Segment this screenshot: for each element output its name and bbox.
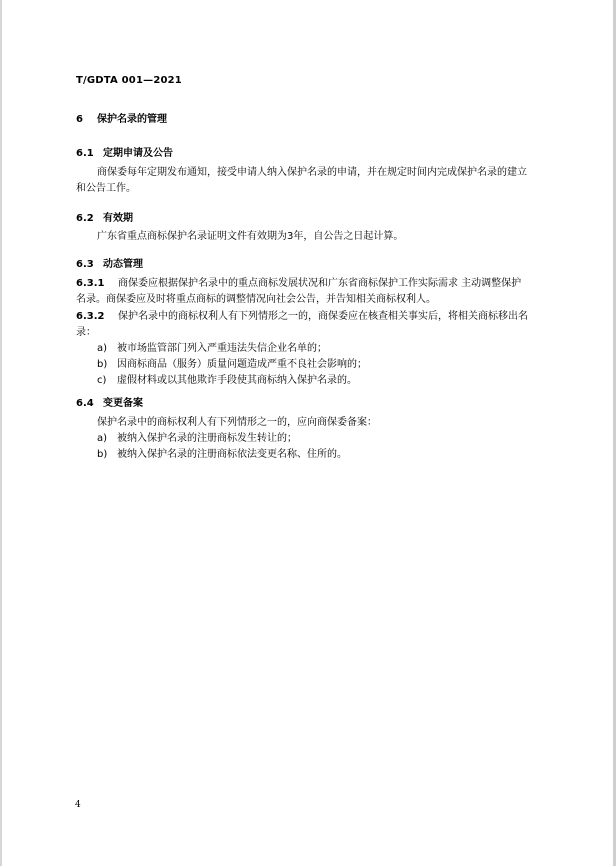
list-item (97, 431, 347, 447)
section-6-4-body (76, 415, 562, 431)
list-text: 被纳入保护名录的注册商标发生转让的； (117, 433, 297, 444)
list-item (97, 341, 367, 357)
filing-conditions-list (97, 431, 347, 463)
section-title: 变更备案 (103, 398, 143, 409)
paragraph-line: 保护名录中的商标权利人有下列情形之一的，商保委应在核查相关事实后，将相关商标移出名 (118, 311, 528, 322)
section-title: 定期申请及公告 (103, 148, 173, 159)
section-6-2-heading (76, 209, 133, 224)
section-title: 保护名录的管理 (97, 114, 167, 125)
paragraph-line: 和公告工作。 (76, 183, 136, 194)
list-text: 虚假材料或以其他欺诈手段使其商标纳入保护名录的。 (117, 375, 357, 386)
section-number: 6.1 (76, 148, 94, 159)
section-6-1-heading (76, 144, 173, 159)
section-6-1-body (76, 165, 562, 197)
paragraph-line: 保护名录中的商标权利人有下列情形之一的，应向商保委备案： (97, 417, 377, 428)
list-marker: b) (97, 449, 108, 460)
list-marker: b) (97, 359, 108, 370)
list-text: 被市场监管部门列入严重违法失信企业名单的； (117, 343, 327, 354)
page-edge-left (0, 0, 2, 866)
clause-number: 6.3.2 (76, 311, 105, 322)
section-6-heading (76, 110, 167, 125)
list-item (97, 447, 347, 463)
page-number: 4 (75, 800, 81, 810)
section-6-2-body (76, 229, 562, 245)
section-number: 6 (76, 114, 83, 125)
list-item (97, 357, 367, 373)
section-number: 6.2 (76, 213, 94, 224)
paragraph-line: 录： (76, 327, 96, 338)
list-marker: a) (97, 433, 108, 444)
list-text: 因商标商品（服务）质量问题造成严重不良社会影响的； (117, 359, 367, 370)
list-item (97, 373, 367, 389)
clause-6-3-2 (76, 309, 562, 341)
section-title: 动态管理 (103, 259, 143, 270)
list-marker: c) (97, 375, 107, 386)
paragraph-line: 商保委应根据保护名录中的重点商标发展状况和广东省商标保护工作实际需求 主动调整保护 (118, 278, 522, 289)
document-id: T/GDTA 001—2021 (76, 75, 182, 86)
section-6-3-heading (76, 255, 143, 270)
paragraph-line: 名录。商保委应及时将重点商标的调整情况向社会公告，并告知相关商标权利人。 (76, 294, 436, 305)
clause-number: 6.3.1 (76, 278, 105, 289)
removal-conditions-list (97, 341, 367, 389)
list-text: 被纳入保护名录的注册商标依法变更名称、住所的。 (117, 449, 347, 460)
section-number: 6.4 (76, 398, 94, 409)
paragraph-line: 广东省重点商标保护名录证明文件有效期为3年，自公告之日起计算。 (97, 231, 404, 242)
paragraph-line: 商保委每年定期发布通知，接受申请人纳入保护名录的申请，并在规定时间内完成保护名录的建立 (97, 167, 527, 178)
section-title: 有效期 (103, 213, 133, 224)
list-marker: a) (97, 343, 108, 354)
clause-6-3-1 (76, 276, 562, 308)
section-number: 6.3 (76, 259, 94, 270)
section-6-4-heading (76, 394, 143, 409)
